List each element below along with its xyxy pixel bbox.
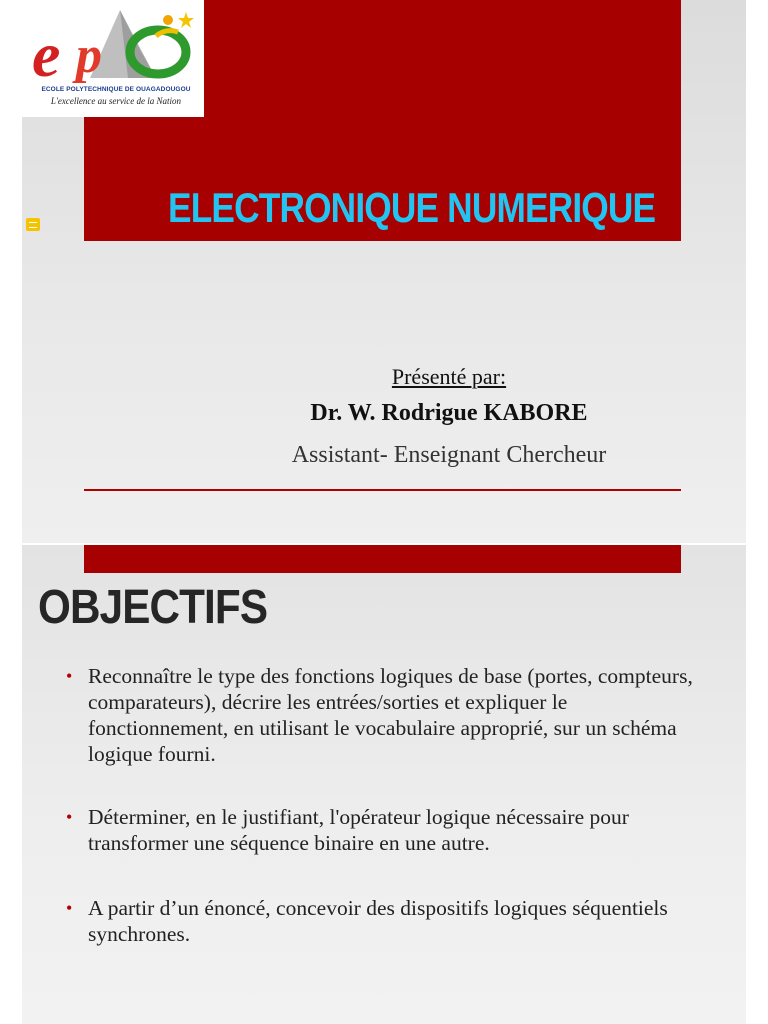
logo-tagline: L'excellence au service de la Nation (50, 96, 182, 106)
bullet-text: Déterminer, en le justifiant, l'opérateur logique nécessaire pour transformer une séquence binaire en une autre. (88, 805, 629, 855)
bullet-icon: • (66, 666, 73, 686)
svg-text:e: e (32, 19, 61, 88)
page-title: ELECTRONIQUE NUMERIQUE (168, 184, 656, 231)
svg-text:p: p (76, 27, 102, 84)
title-slide (22, 0, 746, 543)
bullet-icon: • (66, 807, 73, 827)
objectives-title: OBJECTIFS (38, 581, 268, 634)
comment-icon[interactable] (26, 218, 40, 231)
presented-by-label: Présenté par: (391, 364, 507, 389)
presenter-role: Assistant- Enseignant Chercheur (291, 442, 607, 468)
school-logo (22, 0, 204, 117)
red-divider (84, 489, 681, 491)
epo-logo-icon (28, 6, 200, 88)
list-item (66, 663, 706, 767)
list-item (66, 895, 706, 947)
list-item (66, 804, 706, 856)
logo-school-name: ECOLE POLYTECHNIQUE DE OUAGADOUGOU (41, 86, 191, 93)
objectives-red-band (84, 545, 681, 573)
objectives-slide (22, 545, 746, 1024)
bullet-text: A partir d’un énoncé, concevoir des dispositifs logiques séquentiels synchrones. (88, 896, 668, 946)
bullet-icon: • (66, 898, 73, 918)
presenter-name: Dr. W. Rodrigue KABORE (310, 400, 588, 426)
bullet-text: Reconnaître le type des fonctions logiques de base (portes, compteurs, comparateurs), décrire les entrées/sorties et expliquer le fonctionnement, en utilisant le vocabulaire approprié, sur un schéma logique fourni. (88, 664, 693, 766)
